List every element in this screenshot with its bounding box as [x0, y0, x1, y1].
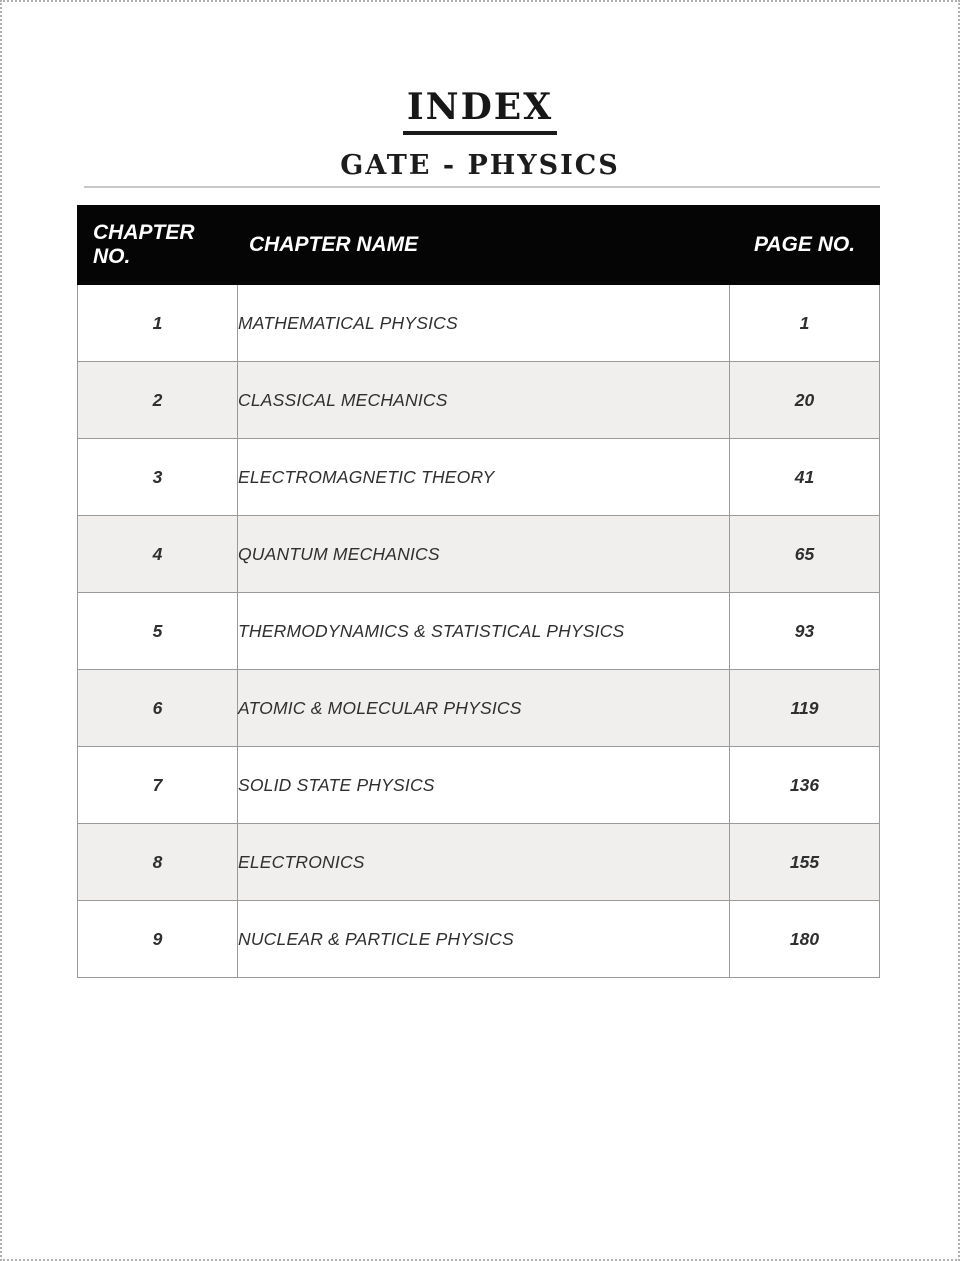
- page-no-cell: 65: [730, 516, 880, 593]
- chapter-name-cell: ELECTROMAGNETIC THEORY: [238, 439, 730, 516]
- page-no-cell: 93: [730, 593, 880, 670]
- page-title-text: INDEX: [403, 86, 557, 135]
- chapter-no-cell: 1: [78, 285, 238, 362]
- chapter-no-cell: 9: [78, 901, 238, 978]
- table-header-row: [78, 206, 880, 285]
- page-no-cell: 119: [730, 670, 880, 747]
- chapter-name-cell: ATOMIC & MOLECULAR PHYSICS: [238, 670, 730, 747]
- chapter-name-cell: THERMODYNAMICS & STATISTICAL PHYSICS: [238, 593, 730, 670]
- chapter-name-cell: ELECTRONICS: [238, 824, 730, 901]
- chapter-no-cell: 2: [78, 362, 238, 439]
- header-page-no: PAGE NO.: [730, 206, 880, 285]
- chapter-no-cell: 3: [78, 439, 238, 516]
- table-row: [78, 824, 880, 901]
- chapter-name-cell: MATHEMATICAL PHYSICS: [238, 285, 730, 362]
- table-row: [78, 747, 880, 824]
- page-no-cell: 1: [730, 285, 880, 362]
- table-row: [78, 670, 880, 747]
- table-header: [78, 206, 880, 285]
- chapter-name-cell: QUANTUM MECHANICS: [238, 516, 730, 593]
- page-no-cell: 155: [730, 824, 880, 901]
- table-row: [78, 439, 880, 516]
- chapter-no-cell: 4: [78, 516, 238, 593]
- page-subtitle: GATE - PHYSICS: [340, 150, 620, 181]
- table-row: [78, 593, 880, 670]
- table-row: [78, 516, 880, 593]
- header-chapter-no: CHAPTER NO.: [78, 206, 238, 285]
- page-no-cell: 41: [730, 439, 880, 516]
- table-row: [78, 362, 880, 439]
- chapter-no-cell: 8: [78, 824, 238, 901]
- page-no-cell: 20: [730, 362, 880, 439]
- chapter-name-cell: NUCLEAR & PARTICLE PHYSICS: [238, 901, 730, 978]
- chapter-no-cell: 7: [78, 747, 238, 824]
- table-body: [78, 285, 880, 978]
- chapter-index-table: [77, 205, 880, 978]
- page-no-cell: 136: [730, 747, 880, 824]
- horizontal-rule: [84, 186, 880, 188]
- chapter-name-cell: CLASSICAL MECHANICS: [238, 362, 730, 439]
- chapter-no-cell: 5: [78, 593, 238, 670]
- chapter-no-cell: 6: [78, 670, 238, 747]
- page-no-cell: 180: [730, 901, 880, 978]
- page-title: [2, 86, 958, 135]
- table-row: [78, 901, 880, 978]
- header-chapter-name: CHAPTER NAME: [238, 206, 730, 285]
- table-row: [78, 285, 880, 362]
- chapter-name-cell: SOLID STATE PHYSICS: [238, 747, 730, 824]
